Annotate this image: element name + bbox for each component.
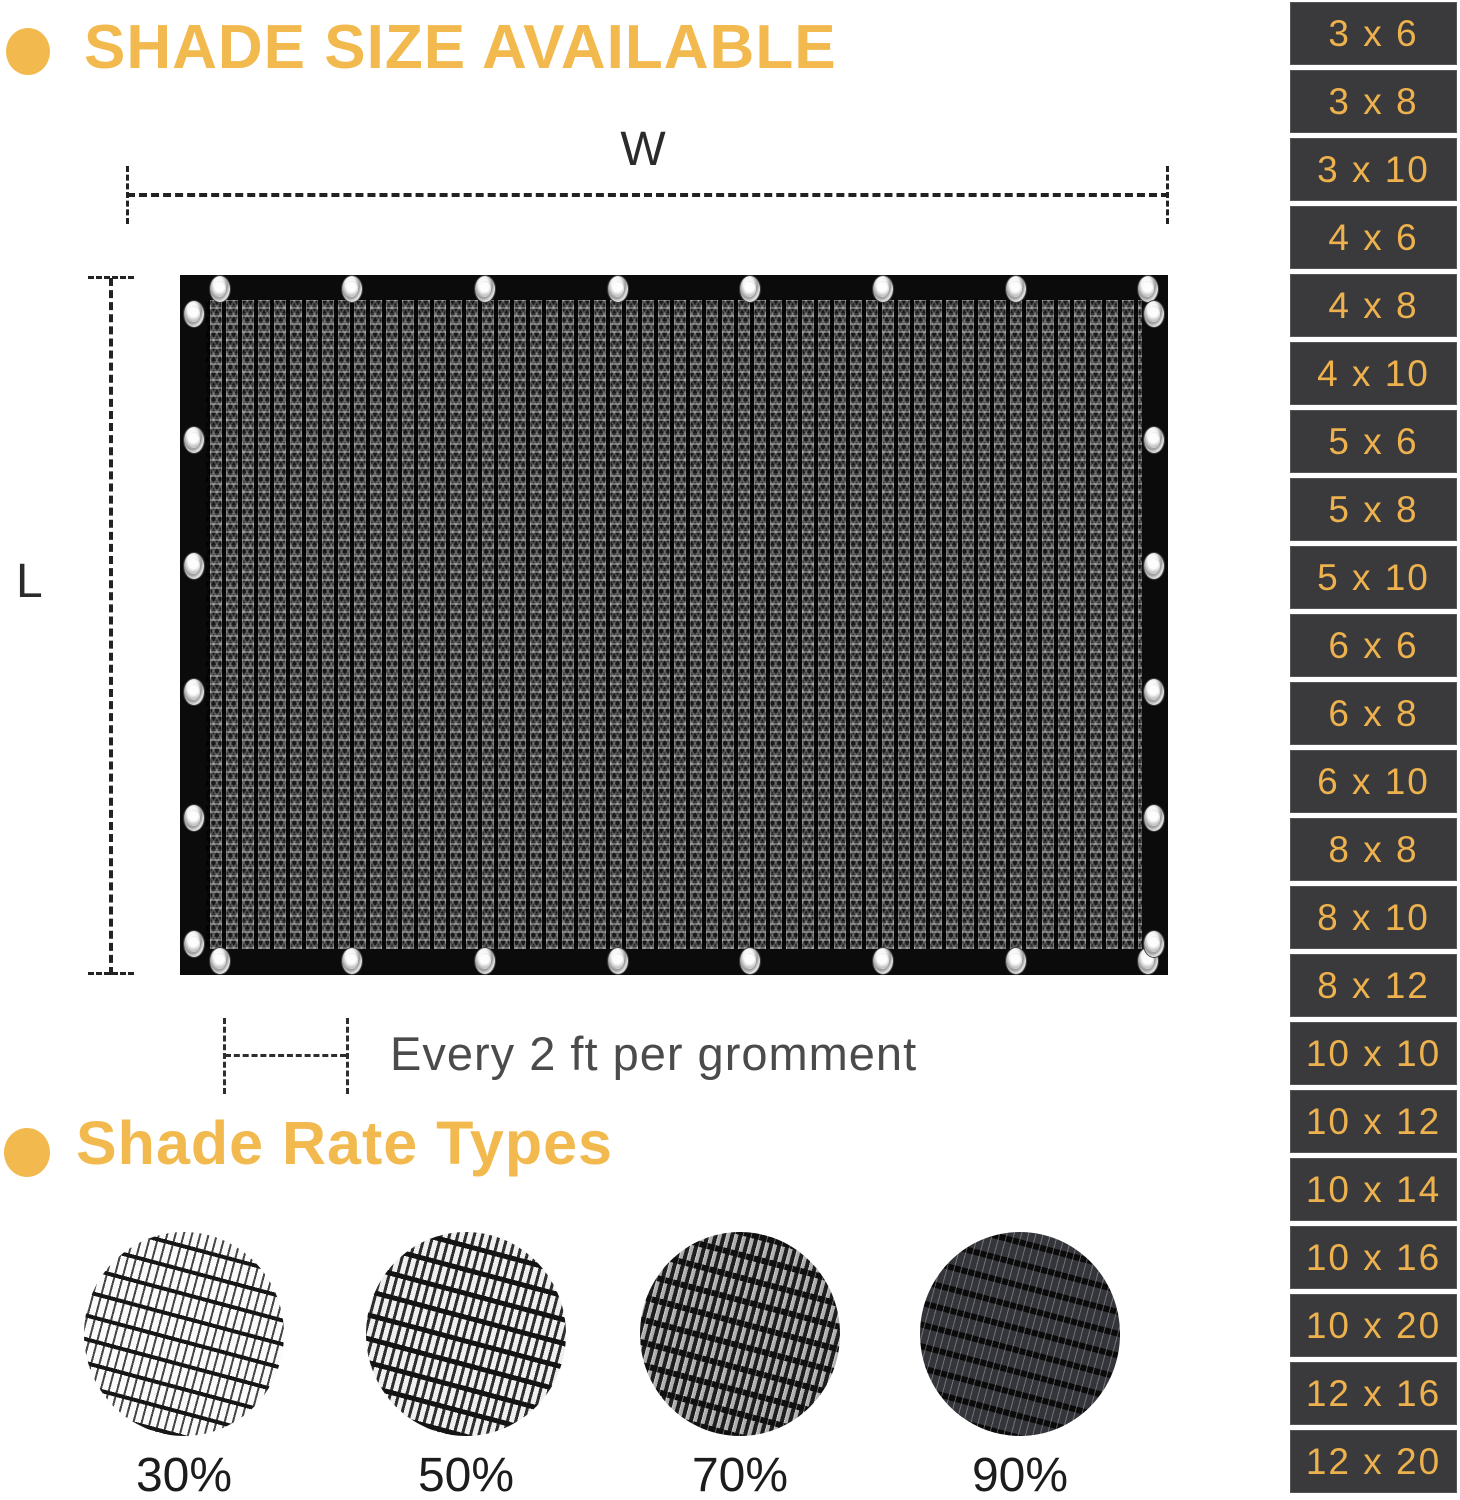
width-line-left-tick — [126, 166, 129, 224]
size-option — [1290, 1362, 1457, 1425]
size-option — [1290, 70, 1457, 133]
width-label: W — [620, 123, 666, 176]
size-option — [1290, 954, 1457, 1017]
shade-rate-label: 90% — [971, 1449, 1069, 1500]
size-option — [1290, 206, 1457, 269]
grommet-icon — [1144, 805, 1164, 831]
grommet-icon — [210, 276, 230, 302]
grommet-note: Every 2 ft per gromment — [390, 1027, 918, 1080]
size-option-label: 3 x 10 — [1317, 148, 1430, 190]
grommet-icon — [873, 276, 893, 302]
grommet-icon — [1144, 301, 1164, 327]
size-option-label: 8 x 12 — [1317, 964, 1430, 1006]
size-section-title: SHADE SIZE AVAILABLE — [84, 13, 837, 82]
width-dimension-line — [127, 193, 1169, 197]
size-option — [1290, 614, 1457, 677]
shade-swatch-90 — [920, 1232, 1120, 1436]
grommet-icon — [740, 276, 760, 302]
size-option-label: 10 x 20 — [1305, 1304, 1442, 1346]
size-option — [1290, 682, 1457, 745]
grommet-icon — [184, 931, 204, 957]
shade-net — [180, 275, 1168, 975]
shade-swatch-50 — [366, 1232, 566, 1436]
size-option-label: 10 x 12 — [1305, 1100, 1442, 1142]
grommet-icon — [1144, 427, 1164, 453]
grommet-icon — [608, 276, 628, 302]
size-option — [1290, 478, 1457, 541]
size-option — [1290, 886, 1457, 949]
grommet-icon — [1144, 931, 1164, 957]
size-option — [1290, 1090, 1457, 1153]
size-option — [1290, 342, 1457, 405]
size-option-label: 5 x 8 — [1328, 488, 1419, 530]
grommet-icon — [1144, 679, 1164, 705]
rate-section-title: Shade Rate Types — [76, 1109, 613, 1177]
grommet-icon — [608, 948, 628, 974]
grommet-icon — [1006, 276, 1026, 302]
size-option-label: 10 x 16 — [1305, 1236, 1442, 1278]
size-option-label: 3 x 8 — [1328, 80, 1419, 122]
shade-swatch-30 — [84, 1232, 284, 1436]
size-option — [1290, 274, 1457, 337]
bullet-icon — [4, 1128, 50, 1177]
grommet-spacing-right-tick — [346, 1018, 349, 1094]
shade-rate-item — [640, 1232, 840, 1500]
grommet-icon — [873, 948, 893, 974]
grommet-icon — [184, 301, 204, 327]
size-list — [1290, 2, 1457, 1498]
width-line-right-tick — [1166, 166, 1169, 224]
size-option-label: 4 x 6 — [1328, 216, 1419, 258]
shade-net-mesh — [206, 300, 1142, 949]
shade-swatch-70 — [640, 1232, 840, 1436]
shade-rate-label: 70% — [691, 1449, 789, 1500]
length-dimension-line — [109, 278, 113, 975]
size-option — [1290, 750, 1457, 813]
size-option-label: 4 x 10 — [1317, 352, 1430, 394]
size-option — [1290, 138, 1457, 201]
size-option — [1290, 546, 1457, 609]
grommet-spacing-bracket — [225, 1054, 346, 1057]
grommet-icon — [342, 948, 362, 974]
shade-rate-label: 30% — [135, 1449, 233, 1500]
shade-rate-item — [366, 1232, 566, 1500]
size-option-label: 5 x 10 — [1317, 556, 1430, 598]
size-option-label: 12 x 20 — [1305, 1440, 1442, 1482]
size-option-label: 6 x 10 — [1317, 760, 1430, 802]
size-option-label: 8 x 8 — [1328, 828, 1419, 870]
length-label: L — [16, 555, 43, 608]
size-option-label: 10 x 14 — [1305, 1168, 1442, 1210]
size-option — [1290, 1226, 1457, 1289]
grommet-icon — [1138, 276, 1158, 302]
size-option-label: 8 x 10 — [1317, 896, 1430, 938]
size-option-label: 12 x 16 — [1305, 1372, 1442, 1414]
size-option — [1290, 1022, 1457, 1085]
grommet-icon — [1144, 553, 1164, 579]
bullet-icon — [6, 28, 50, 75]
size-option-label: 6 x 6 — [1328, 624, 1419, 666]
size-option-label: 6 x 8 — [1328, 692, 1419, 734]
grommet-icon — [210, 948, 230, 974]
size-option-label: 10 x 10 — [1305, 1032, 1442, 1074]
grommet-icon — [184, 805, 204, 831]
size-option — [1290, 410, 1457, 473]
size-option — [1290, 2, 1457, 65]
length-line-bottom-tick — [88, 972, 134, 975]
length-line-top-tick — [88, 276, 134, 279]
size-option-label: 3 x 6 — [1328, 12, 1419, 54]
shade-rate-item — [84, 1232, 284, 1500]
size-option-label: 5 x 6 — [1328, 420, 1419, 462]
grommet-icon — [184, 553, 204, 579]
shade-rate-label: 50% — [417, 1449, 515, 1500]
grommet-icon — [1006, 948, 1026, 974]
size-option-label: 4 x 8 — [1328, 284, 1419, 326]
grommet-icon — [475, 948, 495, 974]
grommet-icon — [184, 679, 204, 705]
size-option — [1290, 1158, 1457, 1221]
grommet-icon — [475, 276, 495, 302]
size-option — [1290, 1430, 1457, 1493]
shade-rate-item — [920, 1232, 1120, 1500]
size-option — [1290, 1294, 1457, 1357]
grommet-icon — [184, 427, 204, 453]
grommet-icon — [740, 948, 760, 974]
size-option — [1290, 818, 1457, 881]
grommet-icon — [342, 276, 362, 302]
